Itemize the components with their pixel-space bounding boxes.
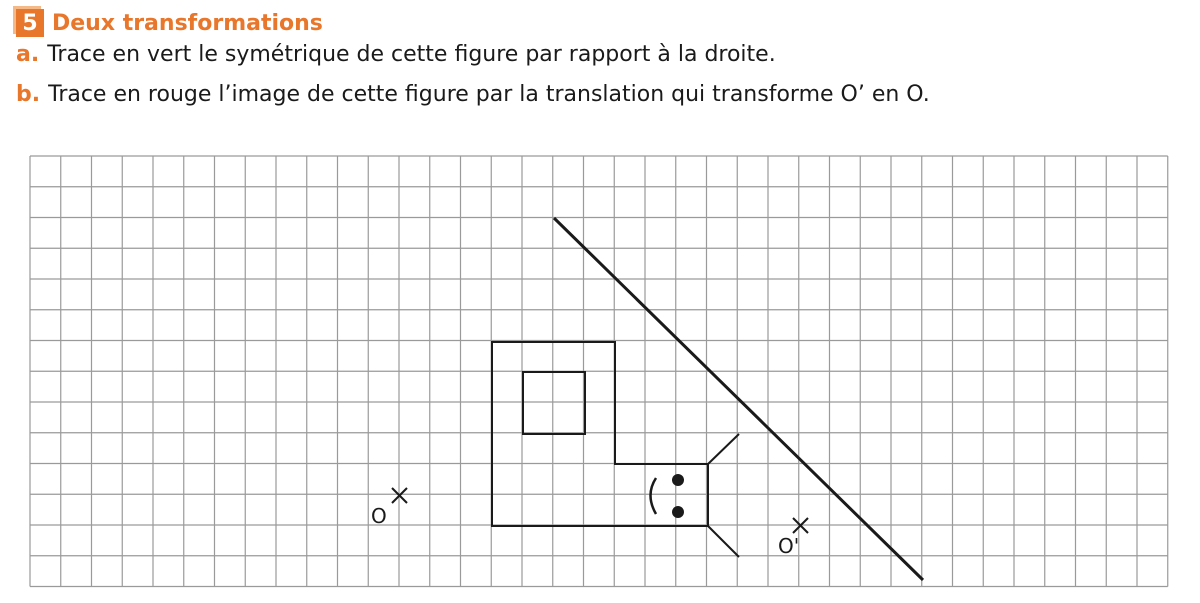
figure-ear-top [708, 434, 739, 464]
point-o-prime [778, 518, 808, 558]
point-o-label: O [371, 504, 387, 528]
figure-eye-top [672, 474, 684, 486]
question-b-letter: b. [16, 82, 41, 107]
figure-window [523, 372, 585, 434]
exercise-number: 5 [22, 10, 38, 36]
exercise-title: Deux transformations [52, 10, 323, 36]
figure-eye-bottom [672, 506, 684, 518]
figure-mouth [651, 478, 657, 514]
question-a-text: Trace en vert le symétrique de cette figure par rapport à la droite. [47, 42, 776, 67]
question-a-letter: a. [16, 42, 40, 67]
grid-lines [30, 156, 1168, 587]
figure-ear-bottom [708, 526, 739, 557]
question-b-text: Trace en rouge l’image de cette figure par la translation qui transforme O’ en O. [48, 82, 930, 107]
point-o-prime-label: O' [778, 534, 800, 558]
